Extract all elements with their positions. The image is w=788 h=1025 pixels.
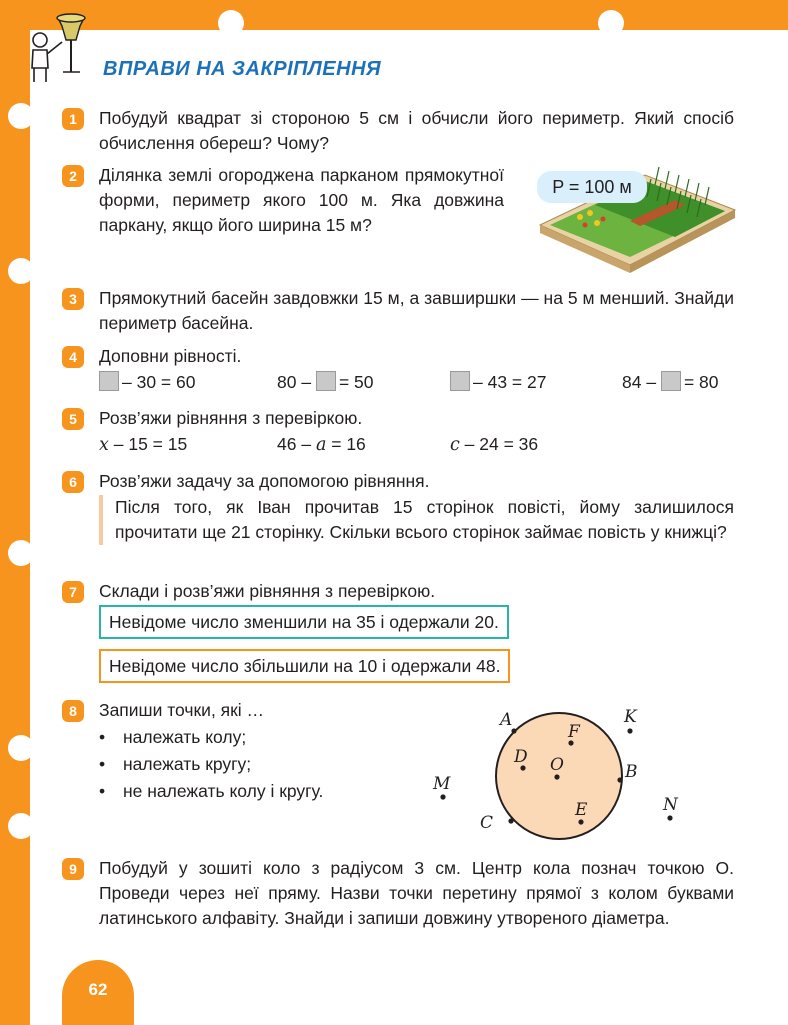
list-item: • належать колу; bbox=[99, 727, 247, 747]
equation: 84 – = 80 bbox=[622, 372, 719, 392]
exercise-text: Ділянка землі огороджена парканом прямокутної форми, периметр якого 100 м. Яка довжина паркану, якщо його ширина 15 м? bbox=[99, 165, 504, 235]
perimeter-label: P = 100 м bbox=[552, 177, 632, 197]
exercise-text: Доповни рівності. bbox=[99, 346, 242, 366]
exercise-number: 1 bbox=[62, 108, 84, 130]
equation: 46 – a = 16 bbox=[277, 434, 366, 455]
binder-hole bbox=[8, 258, 34, 284]
exercise-text: Прямокутний басейн завдовжки 15 м, а завширшки — на 5 м менший. Знайди периметр басейна. bbox=[99, 288, 734, 333]
point-label: K bbox=[624, 707, 637, 727]
exercise-number: 2 bbox=[62, 165, 84, 187]
binder-hole bbox=[8, 735, 34, 761]
equation: – 30 = 60 bbox=[99, 370, 195, 395]
point-label: N bbox=[663, 795, 678, 815]
binder-hole bbox=[8, 540, 34, 566]
exercise-number: 4 bbox=[62, 346, 84, 368]
garden-plot-illustration bbox=[535, 145, 740, 275]
blank-box[interactable] bbox=[99, 371, 119, 391]
point-label: E bbox=[575, 800, 588, 820]
equation: x – 15 = 15 bbox=[99, 434, 188, 455]
exercise-number: 7 bbox=[62, 581, 84, 603]
point-label: M bbox=[433, 774, 451, 794]
exercise-text: Побудуй квадрат зі стороною 5 см і обчисли його периметр. Який спосіб обчислення обереш? Чому? bbox=[99, 108, 734, 153]
top-border bbox=[0, 0, 788, 30]
list-item: • не належать колу і кругу. bbox=[99, 781, 324, 801]
point-label: O bbox=[550, 755, 564, 775]
exercise-text: Запиши точки, які … bbox=[99, 700, 265, 720]
point-label: D bbox=[514, 747, 528, 767]
equation: c – 24 = 36 bbox=[450, 434, 539, 455]
exercise-number: 8 bbox=[62, 700, 84, 722]
equation: – 43 = 27 bbox=[450, 370, 546, 395]
exercise-number: 6 bbox=[62, 471, 84, 493]
point-label: C bbox=[480, 813, 494, 833]
equation: 80 – = 50 bbox=[277, 372, 374, 392]
binder-hole bbox=[8, 103, 34, 129]
page-number: 62 bbox=[88, 980, 108, 999]
binder-hole bbox=[598, 10, 624, 36]
left-border bbox=[0, 0, 30, 1025]
blank-box[interactable] bbox=[316, 371, 336, 391]
exercise-number: 3 bbox=[62, 288, 84, 310]
equation-task-box: Невідоме число збільшили на 10 і одержали 48. bbox=[99, 649, 510, 683]
circle-points-diagram bbox=[420, 700, 700, 850]
point-label: F bbox=[568, 722, 580, 742]
point-label: B bbox=[625, 762, 638, 782]
exercise-text: Розв’яжи задачу за допомогою рівняння. bbox=[99, 471, 430, 491]
bullet-list bbox=[99, 724, 323, 805]
exercise-text: Розв’яжи рівняння з перевіркою. bbox=[99, 408, 363, 428]
blank-box[interactable] bbox=[450, 371, 470, 391]
exercise-number: 9 bbox=[62, 858, 84, 880]
word-problem: Після того, як Іван прочитав 15 сторінок повісті, йому залишилося прочитати ще 21 сторінку. Скільки всього сторінок займає повість у книжці? bbox=[99, 495, 734, 545]
exercise-number: 5 bbox=[62, 408, 84, 430]
section-heading: ВПРАВИ НА ЗАКРІПЛЕННЯ bbox=[103, 58, 382, 80]
mascot-pushpin-icon bbox=[18, 12, 93, 87]
point-label: A bbox=[500, 710, 513, 730]
binder-hole bbox=[8, 813, 34, 839]
binder-hole bbox=[218, 10, 244, 36]
exercise-text: Склади і розв’яжи рівняння з перевіркою. bbox=[99, 581, 436, 601]
list-item: • належать кругу; bbox=[99, 754, 252, 774]
equation-task-box: Невідоме число зменшили на 35 і одержали 20. bbox=[99, 605, 509, 639]
blank-box[interactable] bbox=[661, 371, 681, 391]
exercise-text: Побудуй у зошиті коло з радіусом 3 см. Центр кола познач точкою O. Проведи через неї пряму. Назви точки перетину прямої з колом буквами латинського алфавіту. Знайди і запиши довжину утвореного діаметра. bbox=[99, 858, 734, 928]
